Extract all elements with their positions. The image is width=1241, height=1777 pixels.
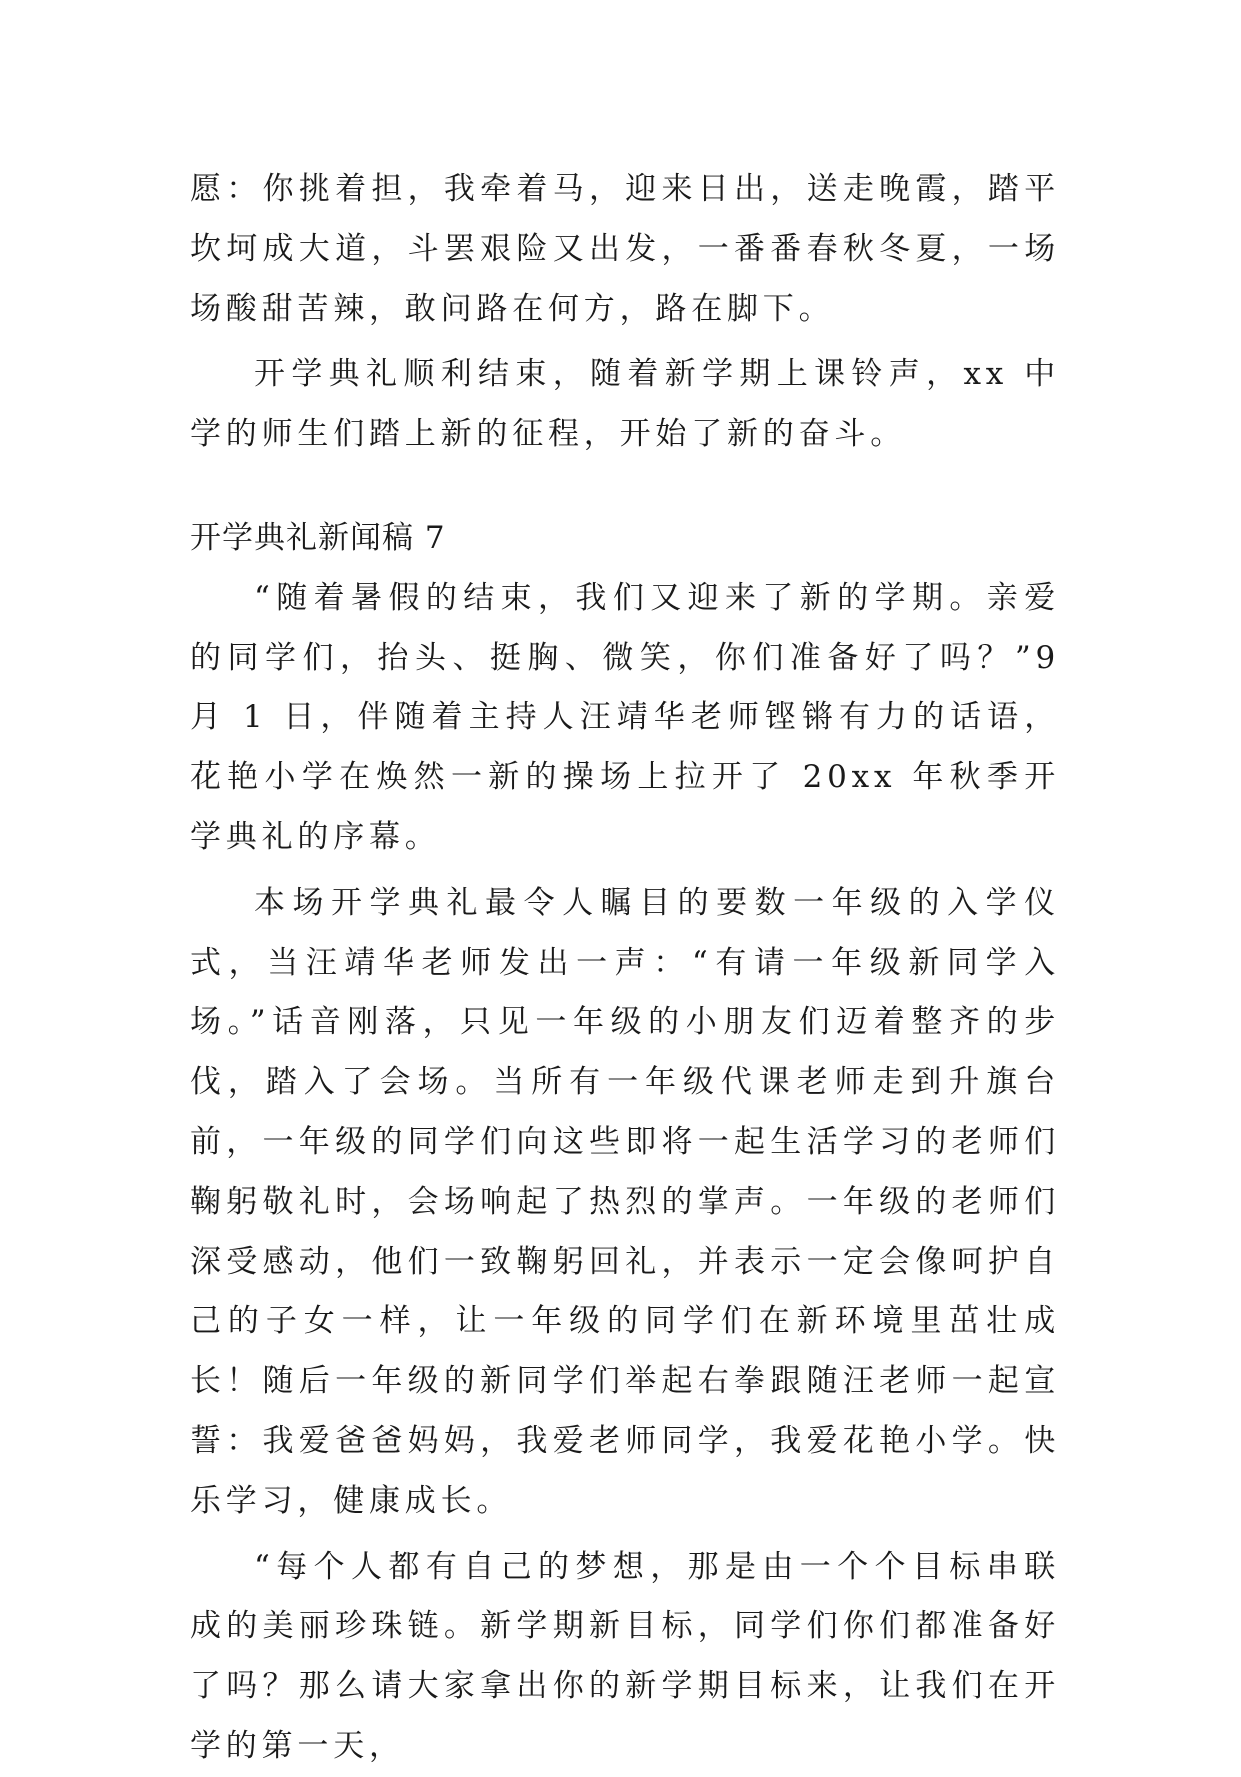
paragraph: 本场开学典礼最令人瞩目的要数一年级的入学仪式，当汪靖华老师发出一声：“有请一年级新同学入场。”话音刚落，只见一年级的小朋友们迈着整齐的步伐，踏入了会场。当所有一年级代课老师走到升旗台前，一年级的同学们向这些即将一起生活学习的老师们鞠躬敬礼时，会场响起了热烈的掌声。一年级的老师们深受感动，他们一致鞠躬回礼，并表示一定会像呵护自己的子女一样，让一年级的同学们在新环境里茁壮成长！随后一年级的新同学们举起右拳跟随汪老师一起宣誓：我爱爸爸妈妈，我爱老师同学，我爱花艳小学。快乐学习，健康成长。: [190, 884, 1060, 1519]
section-title: 开学典礼新闻稿 7: [190, 519, 446, 556]
paragraph: “随着暑假的结束，我们又迎来了新的学期。亲爱的同学们，抬头、挺胸、微笑，你们准备好了吗？”9 月 1 日，伴随着主持人汪靖华老师铿锵有力的话语，花艳小学在焕然一新的操场上拉开了 20xx 年秋季开学典礼的序幕。: [190, 579, 1060, 855]
document-body: [190, 160, 1060, 1777]
paragraph: 开学典礼顺利结束，随着新学期上课铃声，xx 中学的师生们踏上新的征程，开始了新的奋斗。: [190, 356, 1060, 453]
paragraph: “每个人都有自己的梦想，那是由一个个目标串联成的美丽珍珠链。新学期新目标，同学们你们都准备好了吗？那么请大家拿出你的新学期目标来，让我们在开学的第一天，: [190, 1548, 1060, 1764]
paragraph: 愿：你挑着担，我牵着马，迎来日出，送走晚霞，踏平坎坷成大道，斗罢艰险又出发，一番番春秋冬夏，一场场酸甜苦辣，敢问路在何方，路在脚下。: [190, 171, 1060, 327]
